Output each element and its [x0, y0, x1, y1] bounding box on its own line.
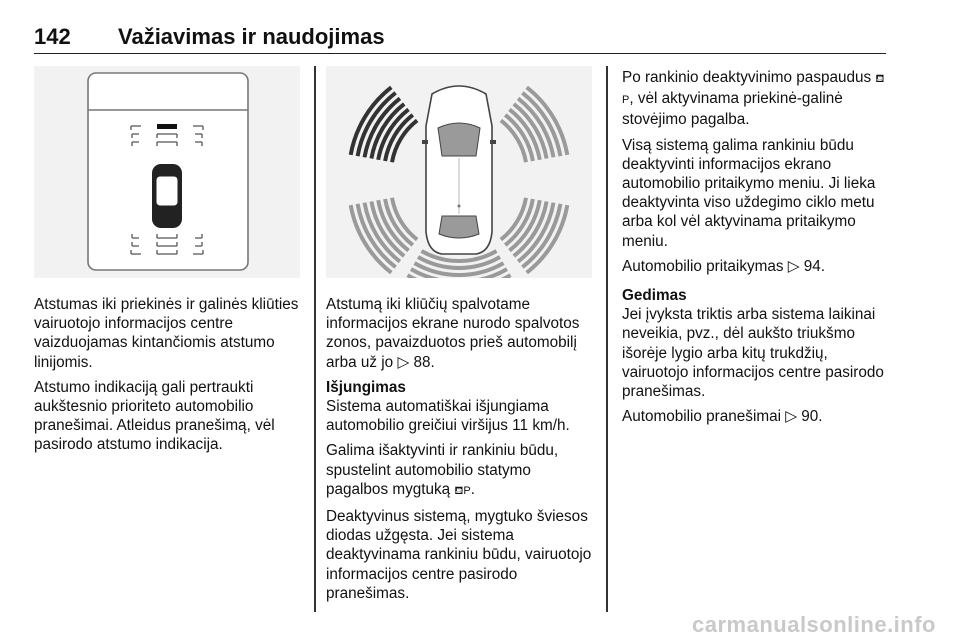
paragraph-fault: Jei įvyksta triktis arba sistema laikinai neveikia, pvz., dėl aukšto triukšmo išorėje lygio arba kitų trukdžių, vairuotojo informacijos centre pasirodo pranešimas.: [622, 306, 884, 401]
page-reference-link[interactable]: 90.: [801, 408, 823, 426]
paragraph-full-deactivation: Visą sistemą galima rankiniu būdu deaktyvinti informacijos ekrano automobilio pritaikymo meniu. Ji lieka deaktyvinta viso uždegimo ciklo metu arba kol vėl aktyvinama pritaikymo meniu.: [622, 136, 876, 250]
page-reference-link[interactable]: 94.: [803, 257, 826, 275]
manual-deactivation-text: Galima išaktyvinti ir rankiniu būdu, spustelint automobilio statymo pagalbos mygtuką: [326, 442, 559, 498]
parking-assist-button-icon: ⛾P: [454, 484, 471, 497]
watermark-logo: carmanualsonline.info: [692, 612, 936, 637]
page-title: Važiavimas ir naudojimas: [118, 24, 385, 49]
paragraph-reactivation: Po rankinio deaktyvinimo paspaudus ⛾P, vėl aktyvinama priekinė-galinė stovėjimo pagalba.: [622, 69, 885, 129]
column-divider-2: [606, 66, 608, 612]
paragraph-priority-messages: Atstumo indikaciją gali pertraukti aukštesnio prioriteto automobilio pranešimai. Atleidus pranešimą, vėl pasirodo atstumo indikacija.: [34, 378, 275, 454]
column-divider-1: [314, 66, 316, 612]
page-number: 142: [34, 24, 71, 49]
column-2-text: [326, 295, 596, 609]
page-header: [34, 24, 886, 54]
figure-dic-distance-display: [34, 66, 300, 278]
column-3-text: [622, 68, 890, 432]
page-reference-triangle-icon: ▷: [397, 353, 410, 371]
paragraph-messages-ref: Automobilio pranešimai ▷ 90.: [622, 408, 823, 426]
heading-fault: Gedimas: [622, 287, 687, 305]
paragraph-auto-deactivation: Sistema automatiškai išjungiama automobilio greičiui viršijus 11 km/h.: [326, 398, 570, 435]
paragraph-manual-deactivation: Galima išaktyvinti ir rankiniu būdu, spustelint automobilio statymo pagalbos mygtuką ⛾P.: [326, 442, 559, 498]
front-zone-arc: [392, 120, 417, 162]
rear-zone-arc: [392, 198, 417, 240]
paragraph-distance-lines: Atstumas iki priekinės ir galinės kliūties vairuotojo informacijos centre vaizduojamas kintančiomis atstumo linijomis.: [34, 296, 299, 371]
page-reference-triangle-icon: ▷: [787, 257, 800, 275]
paragraph-colour-zones: [326, 295, 596, 372]
dic-display-illustration: [34, 66, 300, 278]
page-reference-link[interactable]: 88.: [413, 353, 435, 371]
page-reference-triangle-icon: ▷: [785, 408, 798, 426]
paragraph-led-off: Deaktyvinus sistemą, mygtuko šviesos diodas užgęsta. Jei sistema deaktyvinama rankiniu būdu, vairuotojo informacijos centre pasirodo pranešimas.: [326, 508, 592, 602]
rear-zone-arc: [501, 198, 526, 240]
parking-assist-button-icon: ⛾P: [622, 73, 885, 107]
parking-zones-illustration: [326, 66, 592, 278]
colour-zones-text: Atstumą iki kliūčių spalvotame informacijos ekrane nurodo spalvotos zonos, pavaizduotos prieš automobilį arba už jo: [326, 296, 580, 371]
column-1-text: [34, 295, 300, 461]
front-zone-arc: [501, 120, 526, 162]
figure-info-display-zones: [326, 66, 592, 278]
heading-deactivation: Išjungimas: [326, 378, 406, 396]
paragraph-personalisation-ref: Automobilio pritaikymas ▷ 94.: [622, 257, 826, 275]
